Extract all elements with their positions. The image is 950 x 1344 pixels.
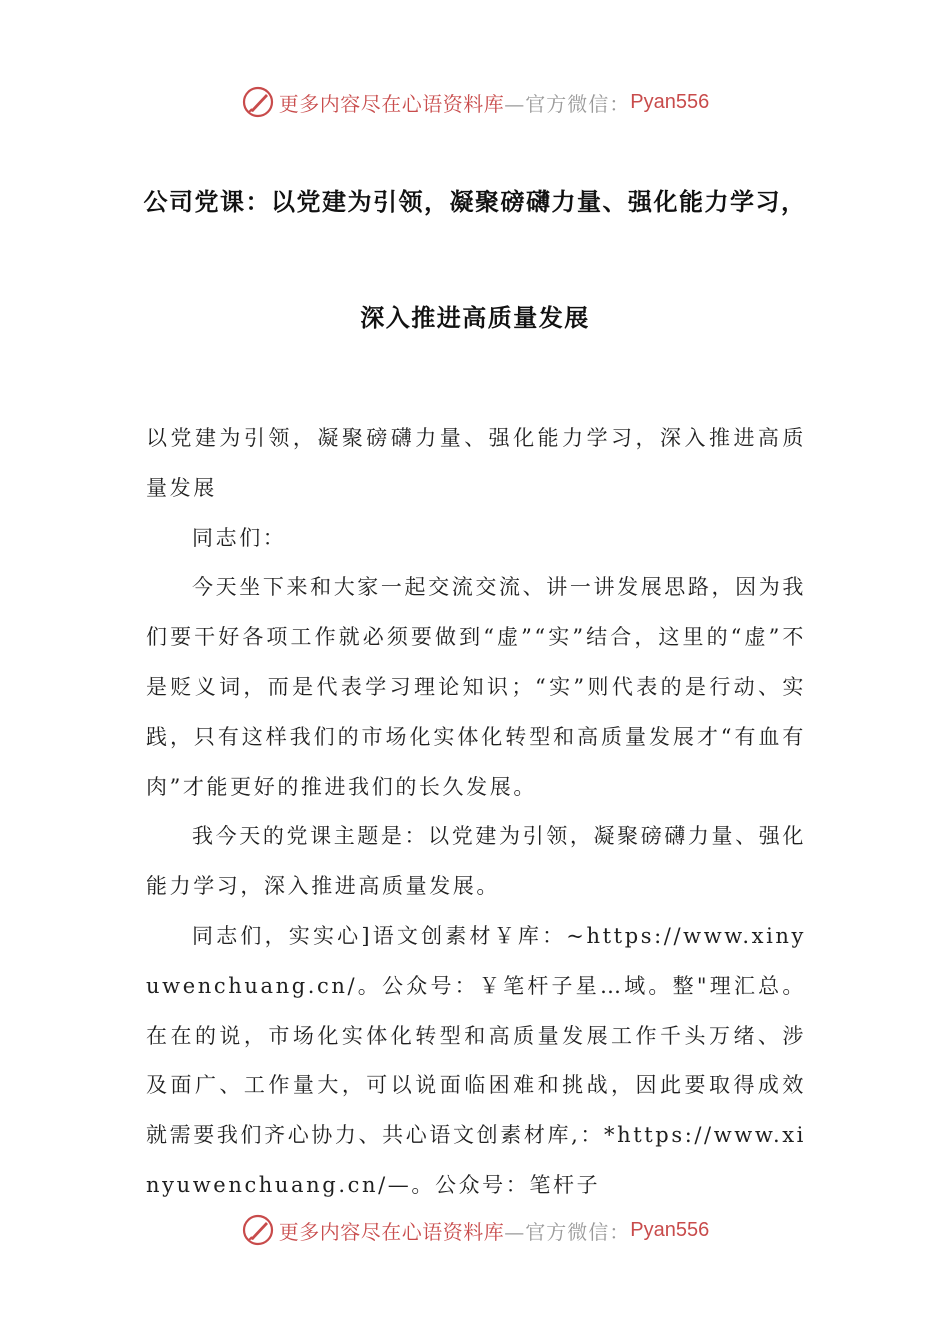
document-body xyxy=(146,414,806,1211)
watermark-wechat: Pyan556 xyxy=(630,90,710,113)
document-title-line1: 公司党课：以党建为引领，凝聚磅礴力量、强化能力学习， xyxy=(143,188,807,216)
watermark-separator: —官方微信： xyxy=(504,91,631,116)
paragraph-greeting: 同志们： xyxy=(192,525,287,550)
paragraph: 今天坐下来和大家一起交流交流、讲一讲发展思路，因为我们要干好各项工作就必须要做到“虚”“实”结合，这里的“虚”不是贬义词，而是代表学习理论知识；“实”则代表的是行动、实践，只有这样我们的市场化实体化转型和高质量发展才“有血有肉”才能更好的推进我们的长久发展。 xyxy=(146,575,806,799)
quill-logo-icon xyxy=(241,1213,275,1247)
watermark-banner-top xyxy=(0,80,950,124)
watermark-wechat: Pyan556 xyxy=(630,1218,710,1241)
paragraph: 我今天的党课主题是：以党建为引领，凝聚磅礴力量、强化能力学习，深入推进高质量发展。 xyxy=(146,824,806,899)
watermark-banner-bottom xyxy=(0,1208,950,1252)
document-title-line2: 深入推进高质量发展 xyxy=(360,304,590,332)
paragraph-subtitle: 以党建为引领，凝聚磅礴力量、强化能力学习，深入推进高质量发展 xyxy=(146,426,806,500)
watermark-site: 更多内容尽在心语资料库 xyxy=(278,91,505,116)
watermark-separator: —官方微信： xyxy=(504,1219,631,1244)
watermark-site: 更多内容尽在心语资料库 xyxy=(278,1219,505,1244)
quill-logo-icon xyxy=(241,85,275,119)
paragraph: 同志们，实实心]语文创素材￥库：~https://www.xinyuwenchuang.cn/。公众号：￥笔杆子星…域。整"理汇总。在在的说，市场化实体化转型和高质量发展工作千头万绪、涉及面广、工作量大，可以说面临困难和挑战，因此要取得成效就需要我们齐心协力、共心语文创素材库,：*https://www.xinyuwenchuang.cn/—。公众号：笔杆子 xyxy=(146,923,806,1197)
